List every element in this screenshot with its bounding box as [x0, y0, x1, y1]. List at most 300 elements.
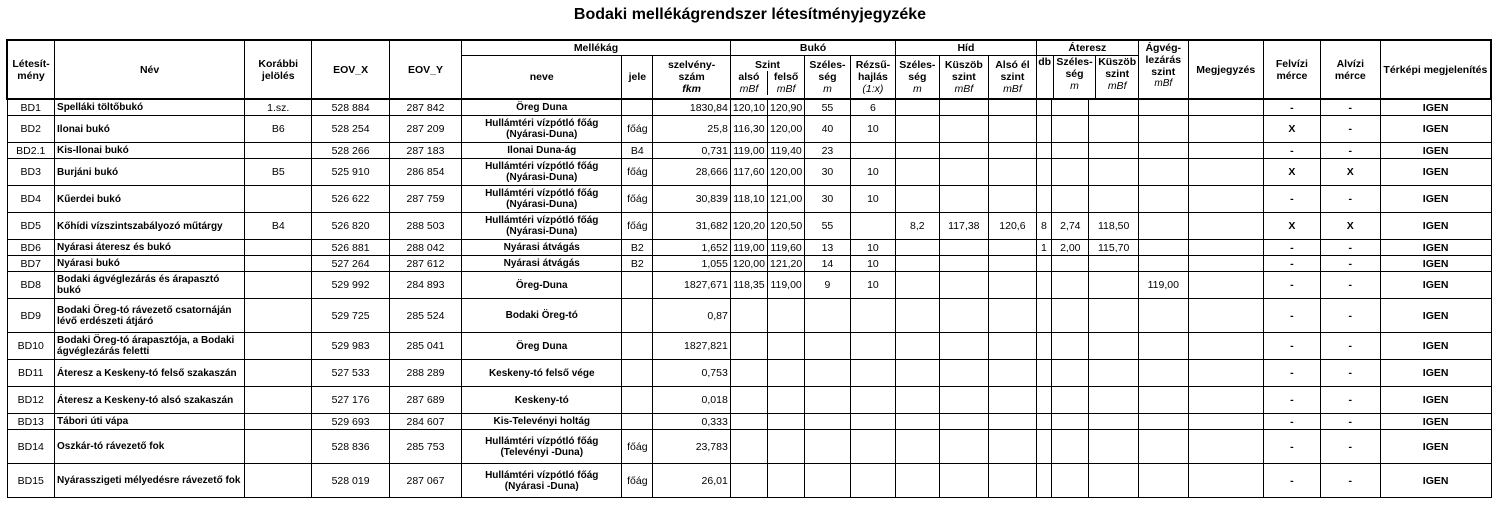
cell-buko-szelesseg: 23: [805, 143, 850, 159]
cell-felso: 120,00: [768, 159, 805, 186]
cell-hid-kuszob: [939, 272, 989, 299]
cell-szelveny: 0,87: [653, 299, 731, 333]
cell-letesitmeny: BD2.1: [7, 143, 55, 159]
cell-szelveny: 31,682: [653, 213, 731, 240]
cell-jele: B2: [622, 256, 653, 272]
cell-eov-y: 288 042: [389, 240, 461, 256]
cell-alvizi: -: [1320, 186, 1380, 213]
cell-hid-szelesseg: [896, 299, 939, 333]
cell-ateresz-kuszob: [1089, 333, 1139, 360]
col-terkepi: Térképi megjelenítés: [1380, 40, 1491, 99]
cell-hid-szelesseg: [896, 99, 939, 116]
cell-buko-szelesseg: [805, 299, 850, 333]
cell-ateresz-kuszob: [1089, 99, 1139, 116]
table-row: [7, 430, 1491, 464]
cell-eov-x: 526 820: [312, 213, 390, 240]
cell-also: 120,20: [730, 213, 767, 240]
cell-eov-y: 285 041: [389, 333, 461, 360]
also-cell: [731, 71, 768, 95]
cell-ateresz-kuszob: [1089, 464, 1139, 498]
cell-buko-szelesseg: [805, 464, 850, 498]
cell-ateresz-szelesseg: [1052, 430, 1089, 464]
table-row: [7, 256, 1491, 272]
cell-eov-y: 287 759: [389, 186, 461, 213]
col-hid-szelesseg: [896, 56, 939, 100]
cell-korabbi: B5: [245, 159, 312, 186]
cell-szelveny: 0,018: [653, 387, 731, 414]
cell-terkepi: IGEN: [1380, 116, 1491, 143]
cell-eov-x: 527 176: [312, 387, 390, 414]
cell-also-el: [989, 256, 1037, 272]
cell-also: [730, 387, 767, 414]
cell-felso: [768, 360, 805, 387]
cell-eov-x: 529 992: [312, 272, 390, 299]
cell-szelveny: 23,783: [653, 430, 731, 464]
cell-hid-kuszob: 117,38: [939, 213, 989, 240]
cell-hid-kuszob: [939, 256, 989, 272]
cell-rezsuhajlas: [850, 143, 895, 159]
cell-terkepi: IGEN: [1380, 272, 1491, 299]
cell-also-el: [989, 186, 1037, 213]
cell-nev: Áteresz a Keskeny-tó alsó szakaszán: [55, 387, 245, 414]
table-row: [7, 159, 1491, 186]
cell-nev: Spelláki töltőbukó: [55, 99, 245, 116]
cell-ateresz-szelesseg: [1052, 116, 1089, 143]
table-row: [7, 240, 1491, 256]
cell-also: 118,10: [730, 186, 767, 213]
cell-hid-szelesseg: [896, 414, 939, 430]
cell-also: [730, 414, 767, 430]
cell-buko-szelesseg: 30: [805, 159, 850, 186]
cell-also: [730, 299, 767, 333]
cell-nev: Tábori úti vápa: [55, 414, 245, 430]
cell-alvizi: -: [1320, 240, 1380, 256]
cell-agveg: [1138, 256, 1188, 272]
cell-ateresz-szelesseg: [1052, 256, 1089, 272]
cell-mellekag-neve: Öreg Duna: [462, 333, 622, 360]
cell-also-el: [989, 464, 1037, 498]
cell-nev: Bodaki Öreg-tó árapasztója, a Bodaki ágvéglezárás feletti: [55, 333, 245, 360]
cell-szelveny: 30,839: [653, 186, 731, 213]
cell-felso: [768, 414, 805, 430]
cell-ateresz-szelesseg: [1052, 333, 1089, 360]
col-buko-szelesseg: [805, 56, 850, 100]
ateresz-kuszob-label: Küszöb szint: [1098, 56, 1137, 80]
group-buko: Bukó: [730, 40, 895, 56]
cell-alvizi: -: [1320, 387, 1380, 414]
cell-ateresz-szelesseg: 2,00: [1052, 240, 1089, 256]
cell-felso: 119,40: [768, 143, 805, 159]
cell-hid-kuszob: [939, 299, 989, 333]
table-row: [7, 116, 1491, 143]
cell-also-el: [989, 240, 1037, 256]
table-row: [7, 464, 1491, 498]
cell-db: [1036, 430, 1052, 464]
cell-agveg: [1138, 414, 1188, 430]
cell-ateresz-kuszob: [1089, 116, 1139, 143]
ateresz-kuszob-unit: mBf: [1107, 80, 1127, 92]
cell-hid-kuszob: [939, 116, 989, 143]
cell-buko-szelesseg: [805, 360, 850, 387]
cell-agveg: [1138, 116, 1188, 143]
cell-eov-x: 528 019: [312, 464, 390, 498]
cell-alvizi: -: [1320, 116, 1380, 143]
cell-eov-y: 288 289: [389, 360, 461, 387]
cell-megjegyzes: [1188, 256, 1263, 272]
col-rezsuhajlas: [850, 56, 895, 100]
cell-eov-x: 525 910: [312, 159, 390, 186]
cell-rezsuhajlas: 10: [850, 272, 895, 299]
cell-also: [730, 430, 767, 464]
cell-felvizi: -: [1264, 186, 1321, 213]
cell-letesitmeny: BD9: [7, 299, 55, 333]
cell-db: [1036, 360, 1052, 387]
cell-alvizi: -: [1320, 360, 1380, 387]
cell-alvizi: -: [1320, 333, 1380, 360]
cell-megjegyzes: [1188, 143, 1263, 159]
cell-terkepi: IGEN: [1380, 414, 1491, 430]
cell-szelveny: 1,055: [653, 256, 731, 272]
cell-eov-y: 285 753: [389, 430, 461, 464]
agveg-label: Ágvég-lezárás szint: [1145, 42, 1182, 78]
rezsuhajlas-unit: (1:x): [862, 83, 884, 95]
cell-rezsuhajlas: [850, 360, 895, 387]
cell-felvizi: -: [1264, 99, 1321, 116]
cell-nev: Bodaki ágvéglezárás és árapasztó bukó: [55, 272, 245, 299]
cell-mellekag-neve: Bodaki Öreg-tó: [462, 299, 622, 333]
cell-megjegyzes: [1188, 186, 1263, 213]
cell-alvizi: -: [1320, 256, 1380, 272]
felso-label: felső: [773, 71, 799, 83]
cell-letesitmeny: BD13: [7, 414, 55, 430]
szelveny-label: szelvény-szám: [667, 59, 716, 83]
cell-hid-szelesseg: [896, 256, 939, 272]
cell-hid-kuszob: [939, 159, 989, 186]
cell-felso: [768, 464, 805, 498]
cell-megjegyzes: [1188, 430, 1263, 464]
cell-felso: [768, 333, 805, 360]
cell-mellekag-neve: Kis-Televényi holtág: [462, 414, 622, 430]
cell-korabbi: [245, 143, 312, 159]
cell-ateresz-kuszob: 118,50: [1089, 213, 1139, 240]
cell-also: [730, 360, 767, 387]
table-row: [7, 387, 1491, 414]
table-row: [7, 360, 1491, 387]
cell-korabbi: B6: [245, 116, 312, 143]
col-megjegyzes: Megjegyzés: [1188, 40, 1263, 99]
cell-eov-x: 529 725: [312, 299, 390, 333]
cell-ateresz-kuszob: [1089, 272, 1139, 299]
table-row: [7, 213, 1491, 240]
cell-hid-kuszob: [939, 464, 989, 498]
cell-db: [1036, 143, 1052, 159]
cell-also: 118,35: [730, 272, 767, 299]
col-eov-x: EOV_X: [312, 40, 390, 99]
cell-hid-szelesseg: [896, 360, 939, 387]
cell-db: [1036, 186, 1052, 213]
table-row: [7, 299, 1491, 333]
cell-also-el: [989, 414, 1037, 430]
cell-nev: Nyárasszigeti mélyedésre rávezető fok: [55, 464, 245, 498]
cell-mellekag-neve: Nyárasi átvágás: [462, 256, 622, 272]
col-jele: jele: [622, 56, 653, 100]
cell-ateresz-kuszob: [1089, 186, 1139, 213]
cell-alvizi: -: [1320, 464, 1380, 498]
cell-buko-szelesseg: 30: [805, 186, 850, 213]
cell-felvizi: X: [1264, 116, 1321, 143]
table-row: [7, 143, 1491, 159]
cell-felvizi: -: [1264, 464, 1321, 498]
cell-terkepi: IGEN: [1380, 256, 1491, 272]
cell-korabbi: [245, 414, 312, 430]
cell-hid-szelesseg: [896, 240, 939, 256]
cell-mellekag-neve: Öreg Duna: [462, 99, 622, 116]
cell-hid-kuszob: [939, 143, 989, 159]
cell-letesitmeny: BD2: [7, 116, 55, 143]
cell-ateresz-kuszob: [1089, 143, 1139, 159]
cell-also: 116,30: [730, 116, 767, 143]
cell-hid-szelesseg: [896, 333, 939, 360]
cell-szelveny: 1830,84: [653, 99, 731, 116]
cell-eov-y: 287 689: [389, 387, 461, 414]
cell-eov-x: 526 622: [312, 186, 390, 213]
cell-ateresz-kuszob: [1089, 387, 1139, 414]
cell-korabbi: B4: [245, 213, 312, 240]
cell-hid-kuszob: [939, 186, 989, 213]
cell-alvizi: -: [1320, 272, 1380, 299]
cell-letesitmeny: BD6: [7, 240, 55, 256]
cell-mellekag-neve: Keskeny-tó felső vége: [462, 360, 622, 387]
cell-felso: [768, 387, 805, 414]
col-eov-y: EOV_Y: [389, 40, 461, 99]
ateresz-szelesseg-unit: m: [1070, 80, 1079, 92]
cell-terkepi: IGEN: [1380, 99, 1491, 116]
cell-felvizi: -: [1264, 414, 1321, 430]
cell-db: [1036, 99, 1052, 116]
cell-nev: Burjáni bukó: [55, 159, 245, 186]
cell-mellekag-neve: Hullámtéri vízpótló főág (Nyárasi-Duna): [462, 116, 622, 143]
cell-felvizi: -: [1264, 387, 1321, 414]
group-ateresz: Áteresz: [1036, 40, 1138, 56]
cell-felvizi: -: [1264, 430, 1321, 464]
cell-db: [1036, 414, 1052, 430]
cell-szelveny: 1,652: [653, 240, 731, 256]
cell-felso: [768, 299, 805, 333]
cell-jele: [622, 99, 653, 116]
cell-hid-kuszob: [939, 387, 989, 414]
cell-agveg: [1138, 299, 1188, 333]
cell-hid-szelesseg: [896, 143, 939, 159]
cell-terkepi: IGEN: [1380, 387, 1491, 414]
cell-letesitmeny: BD11: [7, 360, 55, 387]
cell-felvizi: -: [1264, 143, 1321, 159]
cell-felvizi: -: [1264, 256, 1321, 272]
col-neve: neve: [462, 56, 622, 100]
felso-cell: [768, 71, 804, 95]
cell-ateresz-szelesseg: [1052, 464, 1089, 498]
col-szint: [730, 56, 804, 100]
table-header: [7, 40, 1491, 99]
cell-eov-x: 528 254: [312, 116, 390, 143]
cell-megjegyzes: [1188, 333, 1263, 360]
table-row: [7, 99, 1491, 116]
cell-eov-x: 529 693: [312, 414, 390, 430]
cell-alvizi: X: [1320, 213, 1380, 240]
cell-also-el: [989, 272, 1037, 299]
cell-terkepi: IGEN: [1380, 464, 1491, 498]
cell-ateresz-kuszob: 115,70: [1089, 240, 1139, 256]
cell-felso: 121,20: [768, 256, 805, 272]
cell-felvizi: -: [1264, 240, 1321, 256]
cell-rezsuhajlas: [850, 464, 895, 498]
hid-szelesseg-unit: m: [912, 83, 922, 95]
cell-megjegyzes: [1188, 360, 1263, 387]
col-letesitmeny: Létesít-mény: [7, 40, 55, 99]
cell-jele: [622, 272, 653, 299]
cell-felvizi: -: [1264, 299, 1321, 333]
cell-rezsuhajlas: 10: [850, 186, 895, 213]
cell-also: 120,10: [730, 99, 767, 116]
cell-also: 119,00: [730, 240, 767, 256]
cell-agveg: [1138, 143, 1188, 159]
cell-felso: 121,00: [768, 186, 805, 213]
cell-db: 8: [1036, 213, 1052, 240]
also-label: alsó: [738, 71, 760, 83]
cell-letesitmeny: BD3: [7, 159, 55, 186]
cell-db: [1036, 116, 1052, 143]
cell-ateresz-kuszob: [1089, 256, 1139, 272]
cell-eov-x: 528 836: [312, 430, 390, 464]
cell-jele: [622, 414, 653, 430]
cell-szelveny: 26,01: [653, 464, 731, 498]
cell-buko-szelesseg: [805, 414, 850, 430]
cell-felso: 119,60: [768, 240, 805, 256]
cell-terkepi: IGEN: [1380, 159, 1491, 186]
cell-also: 117,60: [730, 159, 767, 186]
cell-buko-szelesseg: [805, 333, 850, 360]
facility-table: [6, 39, 1492, 498]
cell-letesitmeny: BD12: [7, 387, 55, 414]
cell-terkepi: IGEN: [1380, 143, 1491, 159]
cell-eov-y: 287 183: [389, 143, 461, 159]
cell-korabbi: [245, 464, 312, 498]
cell-letesitmeny: BD5: [7, 213, 55, 240]
table-body: [7, 99, 1491, 498]
cell-hid-szelesseg: [896, 464, 939, 498]
cell-also-el: [989, 299, 1037, 333]
cell-mellekag-neve: Hullámtéri vízpótló főág (Nyárasi -Duna): [462, 464, 622, 498]
cell-hid-kuszob: [939, 333, 989, 360]
page-title: Bodaki mellékágrendszer létesítményjegyzéke: [573, 6, 927, 23]
cell-mellekag-neve: Hullámtéri vízpótló főág (Nyárasi-Duna): [462, 159, 622, 186]
cell-nev: Kűerdei bukó: [55, 186, 245, 213]
cell-jele: [622, 360, 653, 387]
cell-buko-szelesseg: 13: [805, 240, 850, 256]
cell-db: [1036, 299, 1052, 333]
cell-rezsuhajlas: 10: [850, 116, 895, 143]
cell-eov-x: 528 266: [312, 143, 390, 159]
cell-alvizi: -: [1320, 143, 1380, 159]
cell-eov-y: 287 612: [389, 256, 461, 272]
cell-ateresz-szelesseg: 2,74: [1052, 213, 1089, 240]
cell-eov-y: 284 893: [389, 272, 461, 299]
cell-megjegyzes: [1188, 464, 1263, 498]
cell-hid-szelesseg: [896, 272, 939, 299]
cell-ateresz-szelesseg: [1052, 299, 1089, 333]
cell-eov-y: 287 067: [389, 464, 461, 498]
cell-korabbi: [245, 240, 312, 256]
cell-ateresz-szelesseg: [1052, 143, 1089, 159]
cell-terkepi: IGEN: [1380, 299, 1491, 333]
rezsuhajlas-label: Rézsű-hajlás: [855, 59, 891, 83]
cell-jele: [622, 299, 653, 333]
cell-felvizi: -: [1264, 360, 1321, 387]
cell-eov-x: 527 264: [312, 256, 390, 272]
cell-terkepi: IGEN: [1380, 240, 1491, 256]
group-hid: Híd: [896, 40, 1037, 56]
cell-agveg: 119,00: [1138, 272, 1188, 299]
col-nev: Név: [55, 40, 245, 99]
cell-korabbi: [245, 256, 312, 272]
cell-buko-szelesseg: 9: [805, 272, 850, 299]
cell-szelveny: 0,333: [653, 414, 731, 430]
also-unit: mBf: [739, 83, 759, 95]
cell-eov-y: 287 209: [389, 116, 461, 143]
cell-mellekag-neve: Hullámtéri vízpótló főág (Nyárasi-Duna): [462, 186, 622, 213]
cell-megjegyzes: [1188, 213, 1263, 240]
cell-felso: 120,90: [768, 99, 805, 116]
cell-rezsuhajlas: [850, 213, 895, 240]
cell-rezsuhajlas: 10: [850, 159, 895, 186]
cell-agveg: [1138, 240, 1188, 256]
cell-also-el: [989, 360, 1037, 387]
cell-letesitmeny: BD15: [7, 464, 55, 498]
cell-hid-szelesseg: [896, 159, 939, 186]
cell-eov-x: 526 881: [312, 240, 390, 256]
cell-jele: főág: [622, 430, 653, 464]
felso-unit: mBf: [776, 83, 796, 95]
cell-hid-szelesseg: 8,2: [896, 213, 939, 240]
cell-ateresz-szelesseg: [1052, 414, 1089, 430]
cell-jele: főág: [622, 464, 653, 498]
cell-hid-szelesseg: [896, 186, 939, 213]
cell-megjegyzes: [1188, 272, 1263, 299]
cell-agveg: [1138, 464, 1188, 498]
col-felvizi: Felvízi mérce: [1264, 40, 1321, 99]
db-label: db: [1037, 56, 1054, 98]
szint-label: Szint: [754, 59, 781, 71]
col-ateresz-sub: [1036, 56, 1138, 100]
cell-szelveny: 25,8: [653, 116, 731, 143]
cell-felso: 119,00: [768, 272, 805, 299]
cell-korabbi: [245, 272, 312, 299]
col-also-el: [989, 56, 1037, 100]
cell-szelveny: 28,666: [653, 159, 731, 186]
cell-hid-kuszob: [939, 240, 989, 256]
cell-also: 119,00: [730, 143, 767, 159]
cell-also: [730, 333, 767, 360]
cell-agveg: [1138, 387, 1188, 414]
cell-alvizi: -: [1320, 430, 1380, 464]
cell-also: [730, 464, 767, 498]
col-agveg: [1138, 40, 1188, 99]
buko-szelesseg-label: Széles-ség: [809, 59, 846, 83]
cell-ateresz-kuszob: [1089, 430, 1139, 464]
cell-agveg: [1138, 333, 1188, 360]
cell-also-el: [989, 99, 1037, 116]
cell-szelveny: 0,731: [653, 143, 731, 159]
cell-korabbi: [245, 430, 312, 464]
